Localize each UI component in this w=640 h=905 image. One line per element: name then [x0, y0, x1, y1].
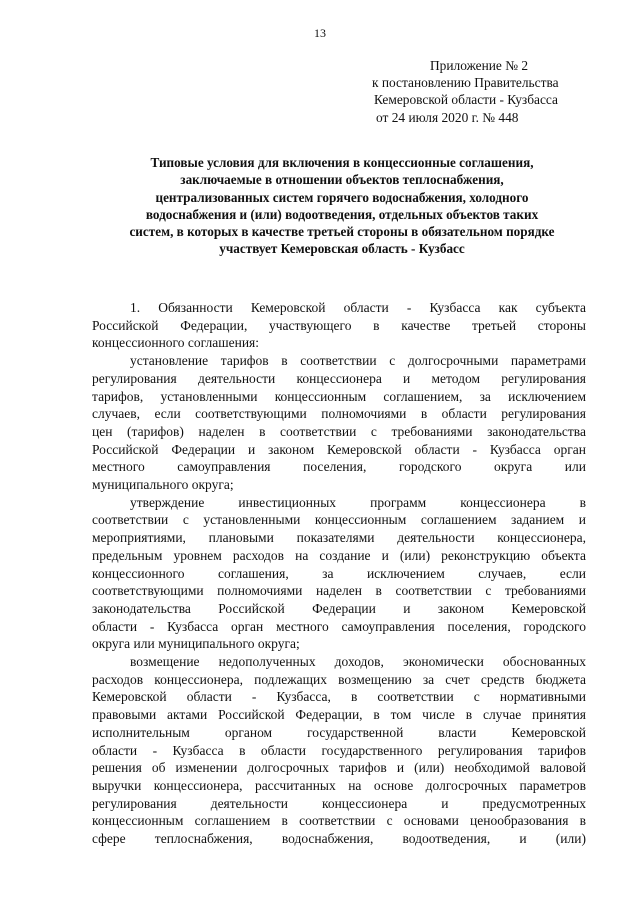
body-line: Российской Федерации, участвующего в качестве третьей стороны	[92, 317, 586, 333]
title-line: систем, в которых в качестве третьей стороны в обязательном порядке	[129, 224, 555, 240]
title-line: Типовые условия для включения в концессионные соглашения,	[150, 155, 534, 170]
body-line: концессионного соглашения:	[92, 335, 260, 351]
body-line: исполнительным органом государственной власти Кемеровской	[92, 724, 586, 740]
body-line: области - Кузбасса орган местного самоуправления поселения, городского	[92, 618, 586, 634]
body-line: области - Кузбасса в области государственного регулирования тарифов	[92, 742, 586, 758]
appendix-heading: Приложение № 2	[430, 58, 529, 73]
body-line: предельным уровнем расходов на создание и (или) реконструкцию объекта	[92, 547, 586, 563]
body-line: решения об изменении долгосрочных тарифов и (или) необходимой валовой	[92, 760, 586, 776]
body-line: цен (тарифов) наделен в соответствии с требованиями законодательства	[92, 423, 586, 439]
body-line: мероприятиями, плановыми показателями деятельности концессионера,	[92, 530, 586, 546]
body-line: муниципального округа;	[92, 477, 234, 493]
appendix-block	[362, 57, 602, 126]
body-line: правовыми актами Российской Федерации, в том числе в случае принятия	[92, 707, 586, 723]
title-line: участвует Кемеровская область - Кузбасс	[219, 241, 465, 257]
appendix-line: Кемеровской области - Кузбасса	[374, 92, 558, 108]
body-line: установление тарифов в соответствии с долгосрочными параметрами	[130, 353, 586, 369]
body-line: возмещение недополученных доходов, экономически обоснованных	[130, 654, 586, 670]
body-line: законодательства Российской Федерации и законом Кемеровской	[92, 600, 586, 616]
page-number: 13	[314, 26, 326, 40]
body-line: тарифов, установленными концессионным соглашением, за исключением	[92, 388, 586, 404]
appendix-line: к постановлению Правительства	[372, 75, 559, 91]
document-body	[92, 299, 586, 848]
body-line: округа или муниципального округа;	[92, 636, 300, 652]
body-line: Российской Федерации и законом Кемеровской области - Кузбасса орган	[92, 441, 586, 457]
body-line: 1. Обязанности Кемеровской области - Кузбасса как субъекта	[130, 300, 586, 315]
title-line: водоснабжения и (или) водоотведения, отдельных объектов таких	[145, 206, 539, 222]
body-line: регулирования деятельности концессионера и методом регулирования	[92, 370, 586, 386]
body-line: соответствии с установленными концессионным соглашением заданием и	[92, 512, 586, 528]
body-line: сфере теплоснабжения, водоснабжения, водоотведения, и (или)	[92, 831, 586, 847]
body-line: местного самоуправления поселения, городского округа или	[92, 459, 586, 475]
document-title	[92, 154, 592, 258]
appendix-date-line: от 24 июля 2020 г. № 448	[376, 109, 519, 125]
body-line: расходов концессионера, подлежащих возмещению за счет средств бюджета	[92, 671, 586, 687]
body-line: регулирования деятельности концессионера и предусмотренных	[92, 795, 586, 811]
body-line: соответствующими полномочиями наделен в соответствии с требованиями	[92, 583, 586, 599]
body-line: выручки концессионера, рассчитанных на основе долгосрочных параметров	[92, 777, 586, 793]
title-line: централизованных систем горячего водоснабжения, холодного	[155, 189, 529, 205]
body-line: Кемеровской области - Кузбасса, в соответствии с нормативными	[92, 689, 586, 705]
body-line: случаев, если соответствующими полномочиями в области регулирования	[92, 406, 586, 422]
body-line: утверждение инвестиционных программ концессионера в	[130, 494, 586, 510]
title-line: заключаемые в отношении объектов теплоснабжения,	[180, 172, 504, 188]
body-line: концессионным соглашением в соответствии с основами ценообразования в	[92, 813, 586, 829]
body-line: концессионного соглашения, за исключением случаев, если	[92, 565, 586, 581]
